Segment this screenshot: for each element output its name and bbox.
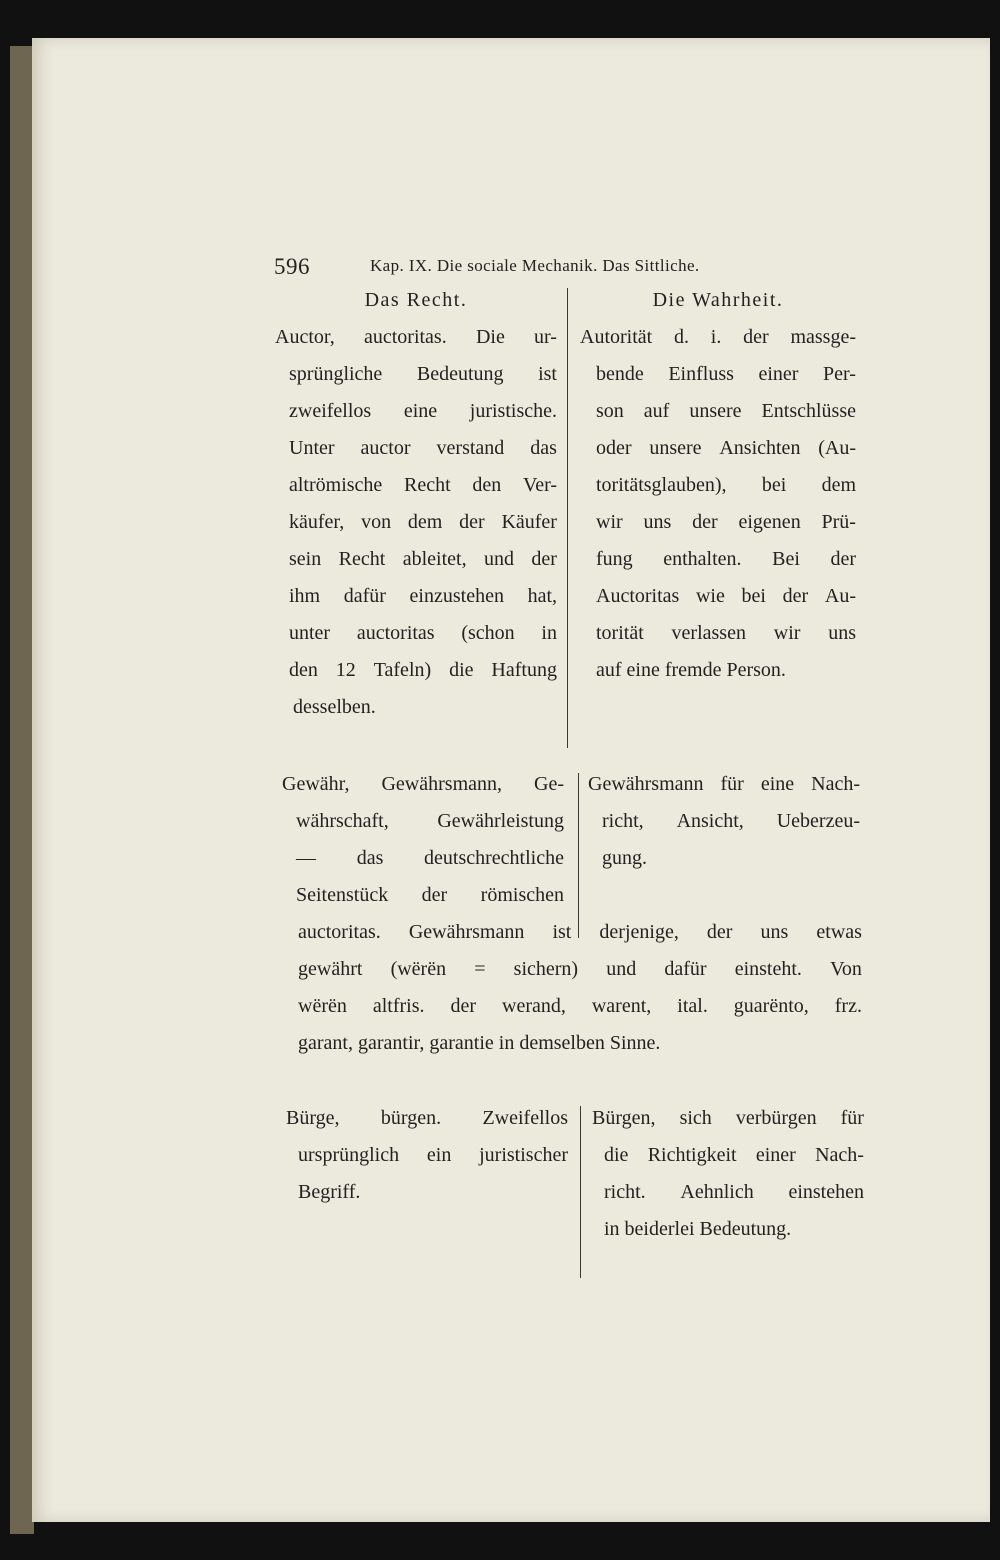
- text-line: käufer, von dem der Käufer: [289, 511, 557, 533]
- text-line: Begriff.: [298, 1181, 361, 1203]
- text-line: wërën altfris. der werand, warent, ital. guarënto, frz.: [298, 995, 862, 1017]
- text-line: richt. Aehnlich einstehen: [604, 1181, 864, 1203]
- text-line: auctoritas. Gewährsmann ist derjenige, der uns etwas: [298, 921, 862, 943]
- text-line: altrömische Recht den Ver-: [289, 474, 557, 496]
- text-line: Gewährsmann für eine Nach-: [588, 773, 860, 795]
- text-line: garant, garantir, garantie in demselben Sinne.: [298, 1032, 661, 1054]
- text-line: gung.: [602, 847, 647, 869]
- text-line: Bürge, bürgen. Zweifellos: [286, 1107, 568, 1129]
- text-line: Auctor, auctoritas. Die ur-: [275, 326, 557, 348]
- running-head: Kap. IX. Die sociale Mechanik. Das Sittliche.: [370, 256, 700, 275]
- page-number: 596: [274, 254, 310, 279]
- text-line: Auctoritas wie bei der Au-: [596, 585, 856, 607]
- column-title: Das Recht.: [364, 289, 468, 311]
- text-line: wir uns der eigenen Prü-: [596, 511, 856, 533]
- text-line: Unter auctor verstand das: [289, 437, 557, 459]
- text-line: die Richtigkeit einer Nach-: [604, 1144, 864, 1166]
- text-line: fung enthalten. Bei der: [596, 548, 856, 570]
- text-line: Bürgen, sich verbürgen für: [592, 1107, 864, 1129]
- text-line: zweifellos eine juristische.: [289, 400, 557, 422]
- text-line: ursprünglich ein juristischer: [298, 1144, 568, 1166]
- block2-full-width-text: [298, 914, 862, 1062]
- book-spine: [10, 46, 34, 1534]
- text-line: desselben.: [293, 696, 376, 718]
- text-line: toritätsglauben), bei dem: [596, 474, 856, 496]
- text-line: richt, Ansicht, Ueberzeu-: [602, 810, 860, 832]
- block1-right-column: [580, 282, 856, 689]
- text-line: son auf unsere Entschlüsse: [596, 400, 856, 422]
- block2-left-column: [282, 766, 564, 914]
- text-line: in beiderlei Bedeutung.: [604, 1218, 792, 1240]
- text-line: oder unsere Ansichten (Au-: [596, 437, 856, 459]
- block1-left-column: [275, 282, 557, 726]
- block2-right-column: [588, 766, 860, 877]
- text-line: währschaft, Gewährleistung: [296, 810, 564, 832]
- text-line: sein Recht ableitet, und der: [289, 548, 557, 570]
- text-line: bende Einfluss einer Per-: [596, 363, 856, 385]
- text-line: den 12 Tafeln) die Haftung: [289, 659, 557, 681]
- column-divider: [567, 288, 568, 748]
- text-line: ihm dafür einzustehen hat,: [289, 585, 557, 607]
- text-line: — das deutschrechtliche: [296, 847, 564, 869]
- text-line: unter auctoritas (schon in: [289, 622, 557, 644]
- text-line: gewährt (wërën = sichern) und dafür einsteht. Von: [298, 958, 862, 980]
- book-page: [32, 38, 990, 1522]
- text-line: Autorität d. i. der massge-: [580, 326, 856, 348]
- column-title: Die Wahrheit.: [652, 289, 784, 311]
- text-line: torität verlassen wir uns: [596, 622, 856, 644]
- block3-left-column: [286, 1100, 568, 1211]
- text-line: Gewähr, Gewährsmann, Ge-: [282, 773, 564, 795]
- text-line: auf eine fremde Person.: [596, 659, 786, 681]
- column-divider: [580, 1106, 581, 1278]
- block3-right-column: [592, 1100, 864, 1248]
- text-line: Seitenstück der römischen: [296, 884, 564, 906]
- text-line: sprüngliche Bedeutung ist: [289, 363, 557, 385]
